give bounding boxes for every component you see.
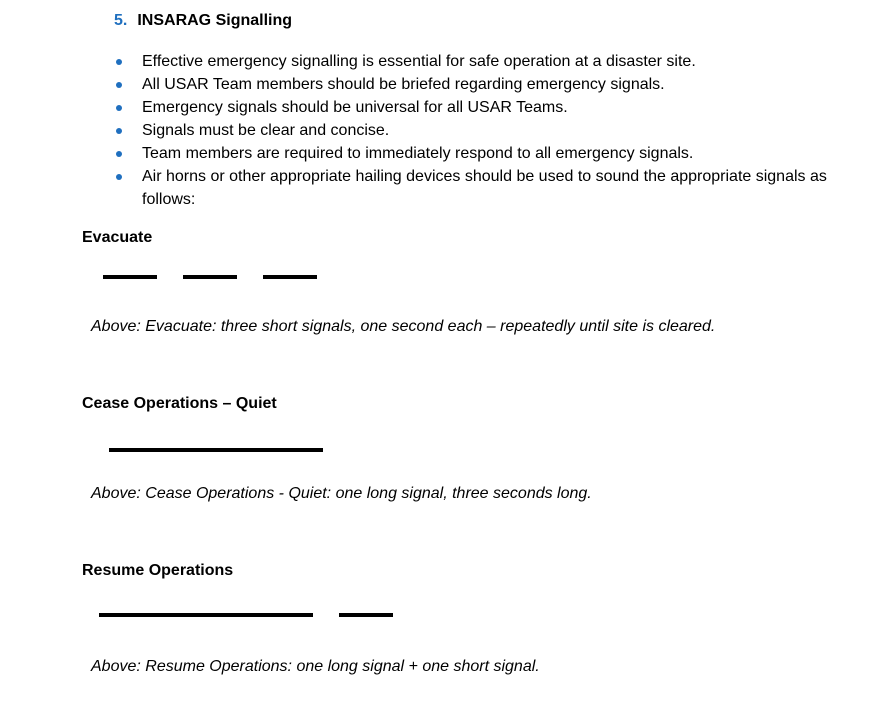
bullet-icon [116,82,122,88]
evacuate-heading: Evacuate [82,229,153,246]
bullet-list [0,50,878,211]
bullet-text: All USAR Team members should be briefed regarding emergency signals. [142,76,665,93]
bullet-item [0,73,878,96]
section-heading [114,11,292,31]
short-signal-bar [183,275,237,279]
bullet-text: Team members are required to immediately respond to all emergency signals. [142,145,694,162]
resume-operations-heading: Resume Operations [82,562,234,579]
short-signal-bar [339,613,393,617]
bullet-item [0,165,878,211]
section-title: INSARAG Signalling [137,12,293,29]
bullet-text: Air horns or other appropriate hailing devices should be used to sound the appropriate signals as follows: [142,168,827,208]
bullet-icon [116,128,122,134]
short-signal-bar [263,275,317,279]
bullet-item [0,119,878,142]
long-signal-bar [99,613,313,617]
evacuate-caption: Above: Evacuate: three short signals, one second each – repeatedly until site is cleared. [91,318,716,335]
short-signal-bar [103,275,157,279]
bullet-icon [116,105,122,111]
long-signal-bar [109,448,323,452]
bullet-item [0,50,878,73]
cease-operations-caption: Above: Cease Operations - Quiet: one long signal, three seconds long. [91,485,592,502]
section-number: 5. [114,12,128,29]
bullet-icon [116,174,122,180]
bullet-item [0,142,878,165]
bullet-text: Emergency signals should be universal for all USAR Teams. [142,99,568,116]
bullet-text: Signals must be clear and concise. [142,122,390,139]
bullet-text: Effective emergency signalling is essential for safe operation at a disaster site. [142,53,696,70]
resume-operations-caption: Above: Resume Operations: one long signal + one short signal. [91,658,540,675]
bullet-icon [116,151,122,157]
bullet-item [0,96,878,119]
bullet-icon [116,59,122,65]
cease-operations-heading: Cease Operations – Quiet [82,395,277,412]
